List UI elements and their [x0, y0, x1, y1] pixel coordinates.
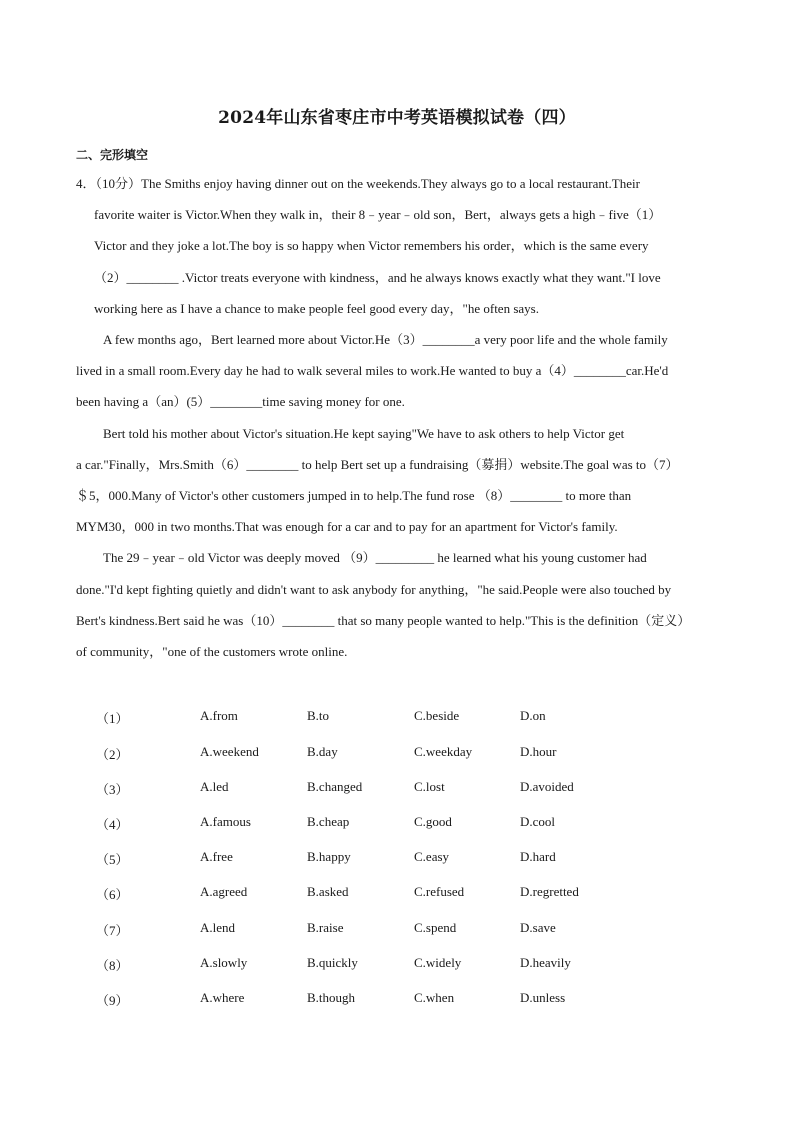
option-b: B.changed	[307, 779, 363, 794]
option-b: B.cheap	[307, 814, 350, 829]
passage-line: 4．（10分）The Smiths enjoy having dinner out on the weekends.They always go to a local restaurant.Their	[76, 176, 640, 191]
option-b: B.quickly	[307, 955, 358, 970]
option-row	[0, 849, 794, 865]
option-b: B.happy	[307, 849, 351, 864]
passage-line: lived in a small room.Every day he had to walk several miles to work.He wanted to buy a（4）________car.He'd	[76, 363, 669, 378]
passage-line: The 29﹣year﹣old Victor was deeply moved （9）_________ he learned what his young customer had	[103, 550, 647, 565]
option-c: C.lost	[414, 779, 445, 794]
passage-line: Victor and they joke a lot.The boy is so happy when Victor remembers his order，which is the same every	[94, 238, 649, 253]
option-row	[0, 920, 794, 936]
option-c: C.weekday	[414, 744, 473, 759]
option-row	[0, 955, 794, 971]
option-d: D.unless	[520, 990, 566, 1005]
passage-line: been having a（an）(5）________time saving money for one.	[76, 394, 405, 409]
passage-line: ＄5，000.Many of Victor's other customers jumped in to help.The fund rose （8）________ to more than	[76, 488, 632, 503]
option-b: B.day	[307, 744, 338, 759]
passage-line: MYM30，000 in two months.That was enough for a car and to pay for an apartment for Victor's family.	[76, 519, 618, 534]
option-b: B.raise	[307, 920, 344, 935]
question-number: （6）	[96, 887, 129, 902]
option-c: C.spend	[414, 920, 457, 935]
option-a: A.free	[200, 849, 233, 864]
question-number: （4）	[96, 817, 129, 832]
option-d: D.save	[520, 920, 556, 935]
option-d: D.heavily	[520, 955, 571, 970]
option-b: B.asked	[307, 884, 349, 899]
option-b: B.to	[307, 708, 330, 723]
option-row	[0, 708, 794, 724]
option-a: A.weekend	[200, 744, 259, 759]
option-a: A.led	[200, 779, 229, 794]
option-row	[0, 814, 794, 830]
question-number: （8）	[96, 958, 129, 973]
option-a: A.from	[200, 708, 238, 723]
option-row	[0, 744, 794, 760]
option-a: A.slowly	[200, 955, 248, 970]
option-b: B.though	[307, 990, 356, 1005]
option-d: D.cool	[520, 814, 556, 829]
question-number: （9）	[96, 993, 129, 1008]
section-heading: 二、完形填空	[76, 148, 149, 162]
option-c: C.beside	[414, 708, 460, 723]
option-d: D.avoided	[520, 779, 574, 794]
page-title: 2024年山东省枣庄市中考英语模拟试卷（四）	[218, 108, 576, 128]
option-c: C.easy	[414, 849, 450, 864]
passage-line: （2）________ .Victor treats everyone with kindness，and he always knows exactly what they want."I love	[94, 270, 661, 285]
option-row	[0, 990, 794, 1006]
passage-line: done."I'd kept fighting quietly and didn't want to ask anybody for anything，"he said.People were also touched by	[76, 582, 672, 597]
option-d: D.on	[520, 708, 546, 723]
passage-line: a car."Finally，Mrs.Smith（6）________ to help Bert set up a fundraising（募捐）website.The goal was to（7）	[76, 457, 679, 472]
option-a: A.lend	[200, 920, 236, 935]
passage-line: Bert told his mother about Victor's situation.He kept saying"We have to ask others to help Victor get	[103, 426, 625, 441]
option-a: A.agreed	[200, 884, 248, 899]
passage-line: A few months ago，Bert learned more about Victor.He（3）________a very poor life and the whole family	[103, 332, 668, 347]
option-a: A.famous	[200, 814, 251, 829]
option-a: A.where	[200, 990, 245, 1005]
option-c: C.good	[414, 814, 452, 829]
option-c: C.when	[414, 990, 455, 1005]
passage-line: Bert's kindness.Bert said he was（10）________ that so many people wanted to help."This is the definition（定义）	[76, 613, 691, 628]
option-c: C.widely	[414, 955, 462, 970]
option-d: D.hour	[520, 744, 557, 759]
passage-line: of community，"one of the customers wrote online.	[76, 644, 348, 659]
passage-line: working here as I have a chance to make people feel good every day，"he often says.	[94, 301, 539, 316]
option-row	[0, 884, 794, 900]
question-number: （1）	[96, 711, 129, 726]
question-number: （5）	[96, 852, 129, 867]
question-number: （7）	[96, 923, 129, 938]
question-number: （3）	[96, 782, 129, 797]
option-row	[0, 779, 794, 795]
question-number: （2）	[96, 747, 129, 762]
option-d: D.hard	[520, 849, 556, 864]
option-c: C.refused	[414, 884, 465, 899]
passage-line: favorite waiter is Victor.When they walk in，their 8﹣year﹣old son，Bert，always gets a high﹣five（1）	[94, 207, 662, 222]
option-d: D.regretted	[520, 884, 579, 899]
